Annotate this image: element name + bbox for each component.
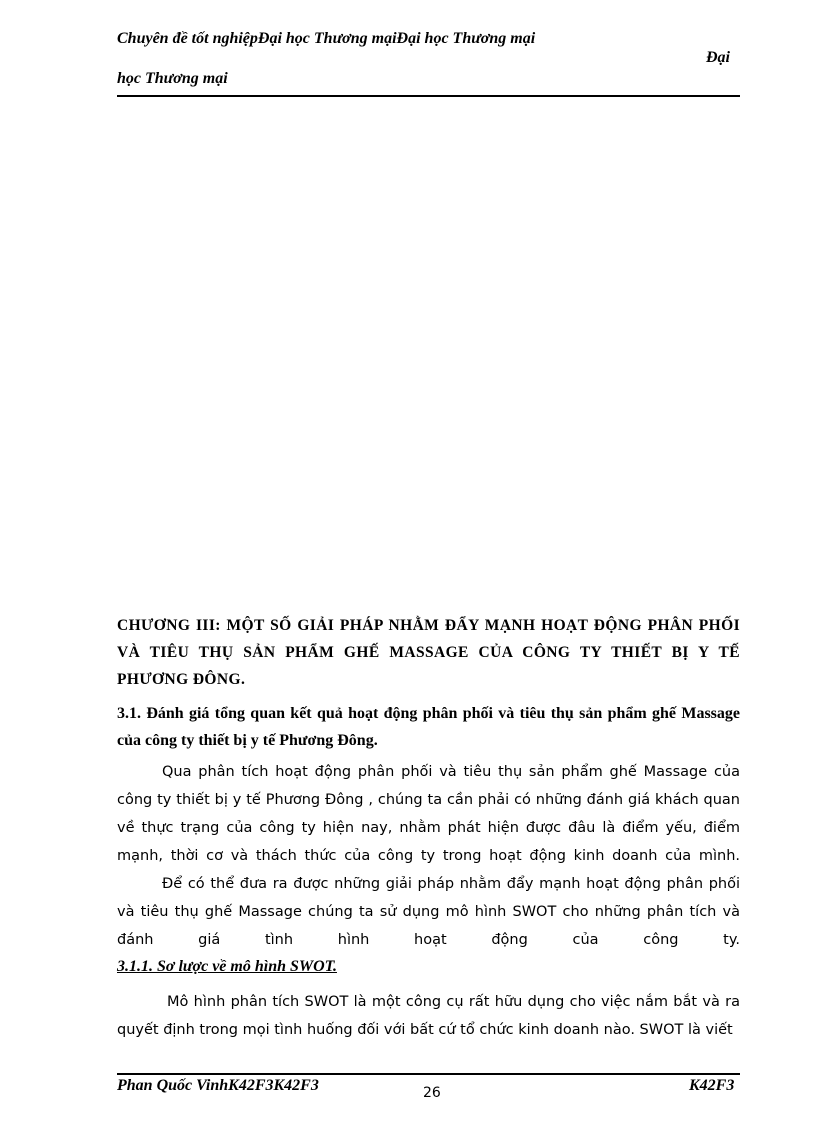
section-heading: 3.1. Đánh giá tổng quan kết quả hoạt động phân phối và tiêu thụ sản phẩm ghế Massage của công ty thiết bị y tế Phương Đông. bbox=[117, 705, 740, 749]
header-divider bbox=[117, 95, 740, 97]
page-number: 26 bbox=[423, 1085, 441, 1101]
body-paragraph: Qua phân tích hoạt động phân phối và tiêu thụ sản phẩm ghế Massage của công ty thiết bị y tế Phương Đông , chúng ta cần phải có những đánh giá khách quan về thực trạng của công ty hiện nay, nhằm phát hiện được đâu là điểm yếu, điểm mạnh, thời cơ và thách thức của công ty trong hoạt động kinh doanh của mình. bbox=[117, 764, 740, 864]
running-header-title: Chuyên đề tốt nghiệpĐại học Thương mạiĐại học Thương mại bbox=[117, 30, 536, 47]
body-paragraph: Để có thể đưa ra được những giải pháp nhằm đẩy mạnh hoạt động phân phối và tiêu thụ ghế Massage chúng ta sử dụng mô hình SWOT cho những phân tích và đánh giá tình hình hoạt động của công ty. bbox=[117, 876, 740, 948]
footer-divider bbox=[117, 1073, 740, 1075]
running-header-continuation: học Thương mại bbox=[117, 70, 228, 87]
chapter-title: CHƯƠNG III: MỘT SỐ GIẢI PHÁP NHẰM ĐẨY MẠNH HOẠT ĐỘNG PHÂN PHỐI VÀ TIÊU THỤ SẢN PHẨM GHẾ MASSAGE CỦA CÔNG TY THIẾT BỊ Y TẾ PHƯƠNG ĐÔNG. bbox=[117, 617, 740, 688]
running-header-right: Đại bbox=[706, 49, 730, 66]
subsection-heading: 3.1.1. Sơ lược về mô hình SWOT. bbox=[117, 958, 337, 975]
body-paragraph: Mô hình phân tích SWOT là một công cụ rất hữu dụng cho việc nắm bắt và ra quyết định trong mọi tình huống đối với bất cứ tổ chức kinh doanh nào. SWOT là viết bbox=[117, 994, 740, 1038]
footer-author: Phan Quốc VinhK42F3K42F3 bbox=[117, 1077, 319, 1094]
footer-class-code: K42F3 bbox=[689, 1077, 735, 1094]
